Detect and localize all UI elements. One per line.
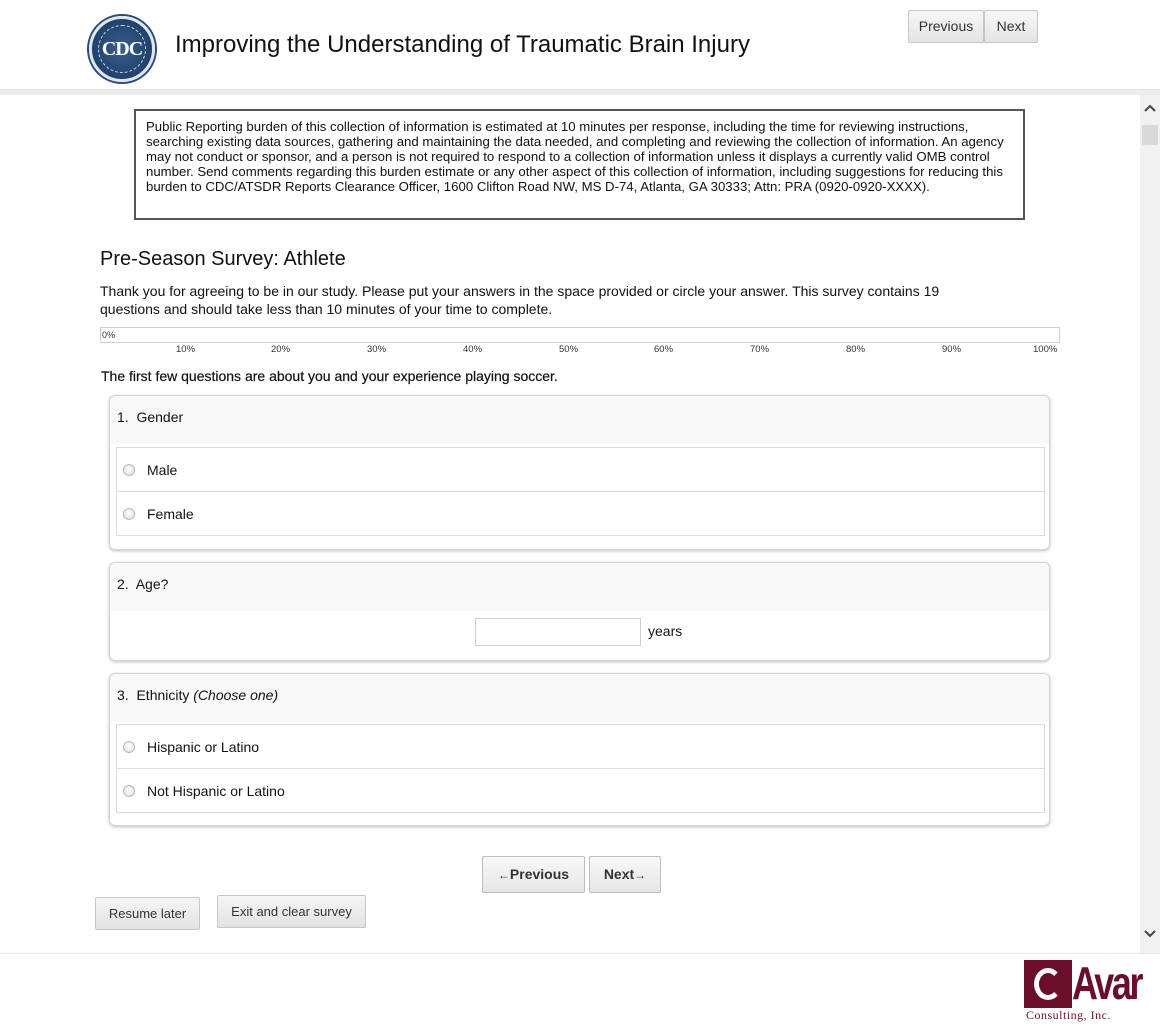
burden-statement: Public Reporting burden of this collection of information is estimated at 10 minutes per response, including the time for reviewing instructions, searching existing data sources, gathering and maintaining the data needed, and completing and reviewing the collection of information. An agency may not conduct or sponsor, and a person is not required to respond to a collection of information unless it displays a currently valid OMB control number. Send comments regarding this burden estimate or any other aspect of this collection of information, including suggestions for reducing this burden to CDC/ATSDR Reports Clearance Officer, 1600 Clifton Road NW, MS D-74, Atlanta, GA 30333; Attn: PRA (0920-0920-XXXX).	[134, 109, 1025, 220]
cdc-logo	[89, 16, 155, 82]
next-label: Next	[603, 866, 635, 882]
progress-tick: 50%	[559, 344, 579, 355]
age-unit-label: years	[648, 623, 683, 639]
option-label: Male	[147, 462, 178, 478]
option-hispanic[interactable]	[116, 724, 1045, 769]
site-title: Improving the Understanding of Traumatic Brain Injury	[175, 31, 750, 58]
avar-subtitle: Consulting, Inc.	[1026, 1008, 1111, 1022]
section-intro: The first few questions are about you and your experience playing soccer.	[101, 368, 558, 384]
question-header	[110, 396, 1049, 444]
arrow-left-icon: ←	[497, 868, 510, 882]
option-label: Female	[147, 506, 194, 522]
chevron-down-icon[interactable]	[1140, 927, 1160, 943]
header-previous-button[interactable]: Previous	[908, 10, 984, 43]
arrow-right-icon: →	[634, 868, 647, 882]
avar-mark-icon	[1024, 960, 1072, 1008]
vertical-scrollbar[interactable]	[1140, 95, 1160, 953]
question-number: 2.	[117, 576, 129, 592]
radio-button[interactable]	[123, 741, 135, 753]
progress-tick: 40%	[463, 344, 483, 355]
previous-button[interactable]	[482, 856, 585, 893]
header-divider	[0, 90, 1160, 95]
progress-tick: 10%	[176, 344, 196, 355]
progress-tick: 20%	[271, 344, 291, 355]
chevron-up-icon[interactable]	[1140, 101, 1160, 117]
avar-logo	[1024, 957, 1142, 1022]
radio-button[interactable]	[123, 508, 135, 520]
question-text: Gender	[136, 409, 184, 425]
question-text: Ethnicity	[136, 687, 190, 703]
header-next-button[interactable]: Next	[984, 10, 1038, 43]
question-card-gender	[109, 395, 1050, 550]
radio-button[interactable]	[123, 464, 135, 476]
progress-tick: 70%	[750, 344, 770, 355]
question-text: Age?	[135, 576, 169, 592]
progress-tick: 80%	[846, 344, 866, 355]
option-label: Not Hispanic or Latino	[147, 783, 285, 799]
progress-tick: 100%	[1033, 344, 1058, 355]
resume-later-button[interactable]: Resume later	[95, 897, 200, 930]
next-button[interactable]	[589, 856, 661, 893]
radio-button[interactable]	[123, 785, 135, 797]
avar-brand: Avar	[1072, 957, 1142, 1009]
progress-tick: 90%	[942, 344, 962, 355]
logo-text: CDC	[101, 38, 143, 60]
option-female[interactable]	[116, 491, 1045, 536]
page-header	[0, 0, 1160, 90]
question-number: 3.	[117, 687, 129, 703]
question-header	[110, 563, 1049, 611]
exit-clear-survey-button[interactable]: Exit and clear survey	[217, 895, 366, 928]
footer-divider	[0, 953, 1160, 954]
question-header	[110, 674, 1049, 722]
previous-label: Previous	[509, 866, 570, 882]
progress-tick: 30%	[367, 344, 387, 355]
option-male[interactable]	[116, 447, 1045, 492]
survey-title: Pre-Season Survey: Athlete	[100, 248, 346, 270]
question-hint: (Choose one)	[193, 687, 279, 703]
option-not-hispanic[interactable]	[116, 768, 1045, 813]
question-card-ethnicity	[109, 673, 1050, 826]
progress-bar	[100, 327, 1060, 343]
progress-tick: 60%	[654, 344, 674, 355]
question-card-age	[109, 562, 1050, 661]
age-input[interactable]	[475, 618, 641, 646]
scrollbar-thumb[interactable]	[1142, 125, 1158, 145]
progress-label: 0%	[102, 330, 116, 340]
question-number: 1.	[117, 409, 129, 425]
option-label: Hispanic or Latino	[147, 739, 260, 755]
survey-intro: Thank you for agreeing to be in our study. Please put your answers in the space provided or circle your answer. This survey contains 19 questions and should take less than 10 minutes of your time to complete.	[100, 283, 940, 317]
